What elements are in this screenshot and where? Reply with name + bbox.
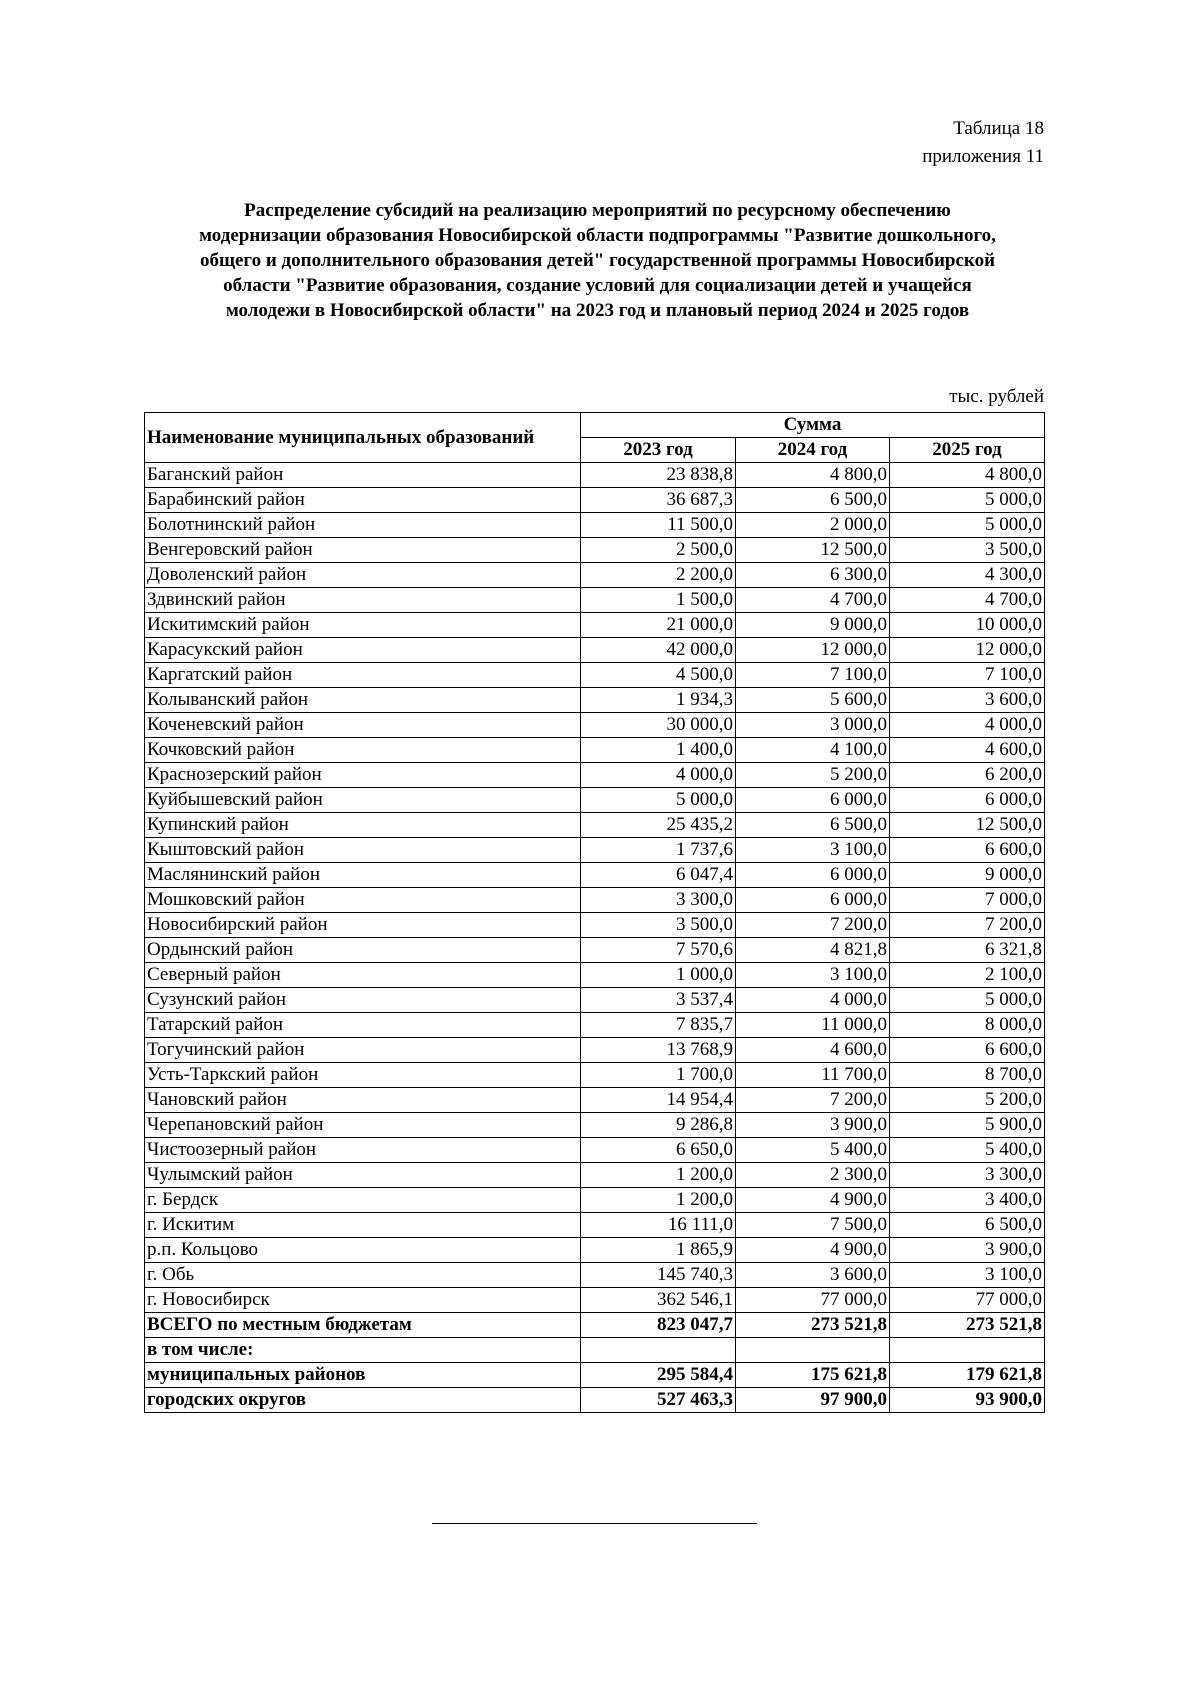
amount-2024: 12 000,0 — [736, 638, 890, 663]
amount-2025: 5 000,0 — [890, 513, 1045, 538]
amount-2023: 1 200,0 — [581, 1163, 736, 1188]
table-row — [145, 563, 1045, 588]
municipality-name: г. Бердск — [145, 1188, 581, 1213]
municipality-name: Краснозерский район — [145, 763, 581, 788]
amount-2024: 2 000,0 — [736, 513, 890, 538]
amount-2025: 3 400,0 — [890, 1188, 1045, 1213]
municipality-name: Купинский район — [145, 813, 581, 838]
amount-2025 — [890, 1338, 1045, 1363]
amount-2023: 1 700,0 — [581, 1063, 736, 1088]
amount-2023: 11 500,0 — [581, 513, 736, 538]
amount-2024: 4 900,0 — [736, 1238, 890, 1263]
table-row — [145, 1363, 1045, 1388]
amount-2024: 6 500,0 — [736, 813, 890, 838]
table-row — [145, 463, 1045, 488]
title-line: молодежи в Новосибирской области" на 2023 год и плановый период 2024 и 2025 годов — [225, 300, 970, 321]
table-row — [145, 1238, 1045, 1263]
amount-2025: 12 000,0 — [890, 638, 1045, 663]
municipality-name: Северный район — [145, 963, 581, 988]
amount-2024: 7 100,0 — [736, 663, 890, 688]
table-row — [145, 1263, 1045, 1288]
table-row — [145, 538, 1045, 563]
units-label: тыс. рублей — [949, 386, 1044, 407]
table-row — [145, 663, 1045, 688]
amount-2024: 5 200,0 — [736, 763, 890, 788]
amount-2024: 6 000,0 — [736, 788, 890, 813]
amount-2025: 4 700,0 — [890, 588, 1045, 613]
amount-2024: 7 200,0 — [736, 1088, 890, 1113]
amount-2025: 2 100,0 — [890, 963, 1045, 988]
table-row — [145, 1013, 1045, 1038]
amount-2023: 3 537,4 — [581, 988, 736, 1013]
amount-2023: 295 584,4 — [581, 1363, 736, 1388]
table-row — [145, 763, 1045, 788]
amount-2023: 527 463,3 — [581, 1388, 736, 1413]
amount-2023: 145 740,3 — [581, 1263, 736, 1288]
amount-2025: 5 900,0 — [890, 1113, 1045, 1138]
amount-2023: 14 954,4 — [581, 1088, 736, 1113]
amount-2023: 4 000,0 — [581, 763, 736, 788]
municipality-name: Усть-Таркский район — [145, 1063, 581, 1088]
amount-2025: 7 200,0 — [890, 913, 1045, 938]
amount-2023: 7 835,7 — [581, 1013, 736, 1038]
table-row — [145, 863, 1045, 888]
header-year-2025: 2025 год — [890, 438, 1045, 463]
table-row — [145, 1063, 1045, 1088]
amount-2025: 6 600,0 — [890, 838, 1045, 863]
amount-2023: 4 500,0 — [581, 663, 736, 688]
table-row — [145, 613, 1045, 638]
amount-2024: 4 000,0 — [736, 988, 890, 1013]
table-row — [145, 638, 1045, 663]
amount-2025: 10 000,0 — [890, 613, 1045, 638]
amount-2025: 273 521,8 — [890, 1313, 1045, 1338]
amount-2023: 2 200,0 — [581, 563, 736, 588]
municipality-name: Чановский район — [145, 1088, 581, 1113]
amount-2025: 179 621,8 — [890, 1363, 1045, 1388]
amount-2025: 7 100,0 — [890, 663, 1045, 688]
amount-2024: 9 000,0 — [736, 613, 890, 638]
amount-2025: 4 600,0 — [890, 738, 1045, 763]
table-row — [145, 1213, 1045, 1238]
amount-2024: 11 000,0 — [736, 1013, 890, 1038]
municipality-name: Здвинский район — [145, 588, 581, 613]
table-row — [145, 488, 1045, 513]
municipality-name: Мошковский район — [145, 888, 581, 913]
amount-2025: 3 100,0 — [890, 1263, 1045, 1288]
header-year-2024: 2024 год — [736, 438, 890, 463]
municipality-name: Каргатский район — [145, 663, 581, 688]
amount-2023: 1 500,0 — [581, 588, 736, 613]
municipality-name: в том числе: — [145, 1338, 581, 1363]
amount-2023: 2 500,0 — [581, 538, 736, 563]
amount-2025: 3 300,0 — [890, 1163, 1045, 1188]
amount-2023: 3 300,0 — [581, 888, 736, 913]
table-row — [145, 1038, 1045, 1063]
amount-2025: 4 000,0 — [890, 713, 1045, 738]
municipality-name: Кочковский район — [145, 738, 581, 763]
appendix-reference: приложения 11 — [922, 146, 1044, 167]
table-row — [145, 1188, 1045, 1213]
amount-2023: 25 435,2 — [581, 813, 736, 838]
amount-2024: 3 100,0 — [736, 963, 890, 988]
amount-2025: 8 700,0 — [890, 1063, 1045, 1088]
municipality-name: Маслянинский район — [145, 863, 581, 888]
amount-2023: 16 111,0 — [581, 1213, 736, 1238]
municipality-name: Тогучинский район — [145, 1038, 581, 1063]
table-row — [145, 1338, 1045, 1363]
table-row — [145, 988, 1045, 1013]
header-name: Наименование муниципальных образований — [145, 413, 581, 463]
table-row — [145, 938, 1045, 963]
footer-divider — [432, 1523, 757, 1524]
table-body — [145, 463, 1045, 1413]
amount-2024: 6 000,0 — [736, 863, 890, 888]
amount-2025: 6 500,0 — [890, 1213, 1045, 1238]
amount-2023: 5 000,0 — [581, 788, 736, 813]
amount-2025: 6 321,8 — [890, 938, 1045, 963]
amount-2025: 6 600,0 — [890, 1038, 1045, 1063]
title-line: модернизации образования Новосибирской области подпрограммы "Развитие дошкольного, — [199, 225, 996, 246]
municipality-name: Коченевский район — [145, 713, 581, 738]
table-row — [145, 913, 1045, 938]
title-line: общего и дополнительного образования детей" государственной программы Новосибирской — [199, 250, 996, 271]
amount-2023: 9 286,8 — [581, 1113, 736, 1138]
amount-2023: 36 687,3 — [581, 488, 736, 513]
table-row — [145, 1138, 1045, 1163]
amount-2024: 5 400,0 — [736, 1138, 890, 1163]
amount-2025: 4 300,0 — [890, 563, 1045, 588]
amount-2025: 3 600,0 — [890, 688, 1045, 713]
amount-2023: 1 865,9 — [581, 1238, 736, 1263]
amount-2023: 3 500,0 — [581, 913, 736, 938]
municipality-name: Баганский район — [145, 463, 581, 488]
amount-2024: 97 900,0 — [736, 1388, 890, 1413]
table-row — [145, 888, 1045, 913]
municipality-name: Сузунский район — [145, 988, 581, 1013]
amount-2025: 9 000,0 — [890, 863, 1045, 888]
amount-2024: 3 100,0 — [736, 838, 890, 863]
amount-2024: 4 100,0 — [736, 738, 890, 763]
amount-2024: 6 000,0 — [736, 888, 890, 913]
table-row — [145, 838, 1045, 863]
municipality-name: Чулымский район — [145, 1163, 581, 1188]
municipality-name: Куйбышевский район — [145, 788, 581, 813]
amount-2025: 6 000,0 — [890, 788, 1045, 813]
amount-2025: 8 000,0 — [890, 1013, 1045, 1038]
table-row — [145, 1288, 1045, 1313]
table-row — [145, 1313, 1045, 1338]
municipality-name: Новосибирский район — [145, 913, 581, 938]
table-row — [145, 688, 1045, 713]
amount-2024: 4 800,0 — [736, 463, 890, 488]
municipality-name: Чистоозерный район — [145, 1138, 581, 1163]
amount-2024: 4 821,8 — [736, 938, 890, 963]
municipality-name: Искитимский район — [145, 613, 581, 638]
amount-2024 — [736, 1338, 890, 1363]
municipality-name: г. Новосибирск — [145, 1288, 581, 1313]
amount-2025: 7 000,0 — [890, 888, 1045, 913]
amount-2023: 30 000,0 — [581, 713, 736, 738]
municipality-name: г. Искитим — [145, 1213, 581, 1238]
table-row — [145, 813, 1045, 838]
table-row — [145, 963, 1045, 988]
municipality-name: Черепановский район — [145, 1113, 581, 1138]
municipality-name: ВСЕГО по местным бюджетам — [145, 1313, 581, 1338]
amount-2025: 5 200,0 — [890, 1088, 1045, 1113]
header-sum: Сумма — [581, 413, 1045, 438]
amount-2024: 175 621,8 — [736, 1363, 890, 1388]
municipality-name: Ордынский район — [145, 938, 581, 963]
table-row — [145, 588, 1045, 613]
table-row — [145, 1088, 1045, 1113]
amount-2024: 3 000,0 — [736, 713, 890, 738]
municipality-name: Барабинский район — [145, 488, 581, 513]
subsidy-table — [144, 412, 1045, 1413]
amount-2025: 5 400,0 — [890, 1138, 1045, 1163]
amount-2025: 77 000,0 — [890, 1288, 1045, 1313]
municipality-name: Карасукский район — [145, 638, 581, 663]
municipality-name: Татарский район — [145, 1013, 581, 1038]
amount-2024: 4 700,0 — [736, 588, 890, 613]
amount-2025: 3 500,0 — [890, 538, 1045, 563]
amount-2023: 13 768,9 — [581, 1038, 736, 1063]
document-title — [140, 198, 1055, 323]
amount-2025: 12 500,0 — [890, 813, 1045, 838]
amount-2024: 4 900,0 — [736, 1188, 890, 1213]
municipality-name: Доволенский район — [145, 563, 581, 588]
amount-2024: 12 500,0 — [736, 538, 890, 563]
table-row — [145, 513, 1045, 538]
municipality-name: муниципальных районов — [145, 1363, 581, 1388]
table-row — [145, 738, 1045, 763]
amount-2024: 6 300,0 — [736, 563, 890, 588]
municipality-name: г. Обь — [145, 1263, 581, 1288]
municipality-name: Венгеровский район — [145, 538, 581, 563]
title-line: Распределение субсидий на реализацию мероприятий по ресурсному обеспечению — [244, 200, 951, 221]
amount-2024: 7 200,0 — [736, 913, 890, 938]
amount-2024: 5 600,0 — [736, 688, 890, 713]
table-row — [145, 713, 1045, 738]
amount-2024: 2 300,0 — [736, 1163, 890, 1188]
header-year-2023: 2023 год — [581, 438, 736, 463]
amount-2023: 823 047,7 — [581, 1313, 736, 1338]
amount-2023: 1 934,3 — [581, 688, 736, 713]
amount-2024: 4 600,0 — [736, 1038, 890, 1063]
table-row — [145, 1113, 1045, 1138]
amount-2023: 362 546,1 — [581, 1288, 736, 1313]
amount-2023: 1 200,0 — [581, 1188, 736, 1213]
amount-2024: 3 900,0 — [736, 1113, 890, 1138]
amount-2024: 6 500,0 — [736, 488, 890, 513]
title-line: области "Развитие образования, создание условий для социализации детей и учащейся — [223, 275, 972, 296]
amount-2023: 1 737,6 — [581, 838, 736, 863]
amount-2023: 21 000,0 — [581, 613, 736, 638]
amount-2024: 273 521,8 — [736, 1313, 890, 1338]
amount-2023: 42 000,0 — [581, 638, 736, 663]
amount-2023 — [581, 1338, 736, 1363]
table-row — [145, 1163, 1045, 1188]
table-row — [145, 1388, 1045, 1413]
amount-2023: 6 650,0 — [581, 1138, 736, 1163]
table-row — [145, 788, 1045, 813]
amount-2025: 3 900,0 — [890, 1238, 1045, 1263]
amount-2024: 7 500,0 — [736, 1213, 890, 1238]
amount-2023: 6 047,4 — [581, 863, 736, 888]
amount-2023: 1 000,0 — [581, 963, 736, 988]
amount-2025: 6 200,0 — [890, 763, 1045, 788]
amount-2023: 7 570,6 — [581, 938, 736, 963]
amount-2025: 5 000,0 — [890, 988, 1045, 1013]
amount-2025: 5 000,0 — [890, 488, 1045, 513]
municipality-name: Болотнинский район — [145, 513, 581, 538]
amount-2025: 4 800,0 — [890, 463, 1045, 488]
municipality-name: Колыванский район — [145, 688, 581, 713]
amount-2024: 11 700,0 — [736, 1063, 890, 1088]
municipality-name: городских округов — [145, 1388, 581, 1413]
municipality-name: р.п. Кольцово — [145, 1238, 581, 1263]
amount-2024: 77 000,0 — [736, 1288, 890, 1313]
amount-2025: 93 900,0 — [890, 1388, 1045, 1413]
amount-2024: 3 600,0 — [736, 1263, 890, 1288]
table-number: Таблица 18 — [953, 118, 1044, 139]
amount-2023: 1 400,0 — [581, 738, 736, 763]
amount-2023: 23 838,8 — [581, 463, 736, 488]
municipality-name: Кыштовский район — [145, 838, 581, 863]
